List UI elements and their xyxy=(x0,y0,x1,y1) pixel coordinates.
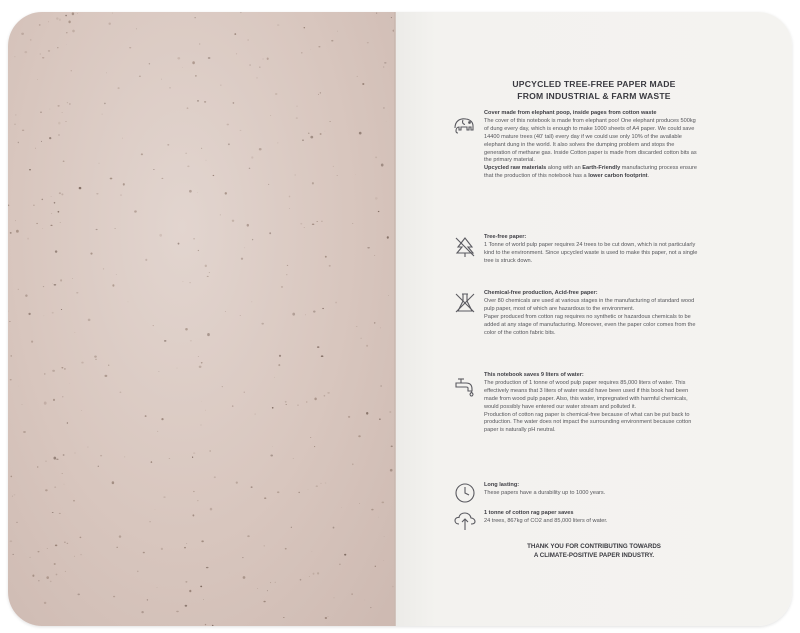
page-title xyxy=(494,78,694,102)
section-elephant-heading: Cover made from elephant poop, inside pages from cotton waste xyxy=(484,110,657,116)
elephant-paper-cover xyxy=(8,12,396,626)
closing-line-1: THANK YOU FOR CONTRIBUTING TOWARDS xyxy=(527,543,661,550)
manufacturing-text: manufacturing process ensure that the production of this notebook has a xyxy=(484,165,697,180)
water-tap-icon xyxy=(452,374,478,400)
upcycled-raw-materials-label: Upcycled raw materials xyxy=(484,165,547,172)
section-savings-heading: 1 tonne of cotton rag paper saves xyxy=(484,510,574,516)
section-tree-free-heading: Tree-free paper: xyxy=(484,234,527,240)
section-chemical-free-body-2: Paper produced from cotton rag requires no synthetic or hazardous chemicals to be added at any stage of manufacturing. Moreover, even the paper color comes from the color of the cotton fabric bits. xyxy=(484,313,696,336)
section-elephant-body: The cover of this notebook is made from elephant poo! One elephant produces 500kg of dung every day, which is enough to make 1000 sheets of A4 paper. We could save 14400 mature trees (40' tall) every day if we could use only 10% of the available elephant dung in the world. It also solves the dumping problem and stops the generation of methane gas. Inside Cotton paper is made from discarded cotton bits as the primary material. xyxy=(484,117,697,164)
tree-cloud-icon xyxy=(452,508,478,534)
cover-texture-speckles xyxy=(8,12,396,626)
elephant-icon xyxy=(452,112,478,138)
closing-message xyxy=(494,542,694,560)
page-title-line-2: FROM INDUSTRIAL & FARM WASTE xyxy=(517,91,671,101)
no-chemical-flask-icon xyxy=(452,290,478,316)
closing-line-2: A CLIMATE-POSITIVE PAPER INDUSTRY. xyxy=(533,552,655,559)
section-water-body-2: Production of cotton rag paper is chemical-free because of what can be put back to production. The water does not impact the surrounding environment because cotton paper is naturally pH neutral. xyxy=(484,411,692,434)
no-tree-icon xyxy=(452,234,478,260)
section-long-lasting-body: These papers have a durability up to 1000 years. xyxy=(484,489,606,496)
section-water-body: The production of 1 tonne of wood pulp paper requires 85,000 liters of water. This effectively means that 3 liters of water would have been used if this book had been made from wood pulp paper. Also, this water, impregnated with harmful chemicals, would possibly have entered our water stream and polluted it. xyxy=(484,379,689,410)
section-tree-free-text xyxy=(484,234,700,266)
section-long-lasting-text xyxy=(484,482,700,498)
notebook xyxy=(8,12,792,626)
section-chemical-free-text xyxy=(484,290,700,337)
page-title-line-1: UPCYCLED TREE-FREE PAPER MADE xyxy=(512,79,676,89)
section-water-heading: This notebook saves 9 liters of water: xyxy=(484,372,584,378)
clock-icon xyxy=(452,480,478,506)
inner-page xyxy=(396,12,792,626)
section-chemical-free-body: Over 80 chemicals are used at various stages in the manufacturing of standard wood pulp paper, most of which are hazardous to the environment. xyxy=(484,297,695,312)
section-elephant-text xyxy=(484,110,700,181)
along-with-text: along with an xyxy=(546,165,583,172)
section-savings-text xyxy=(484,510,700,526)
section-long-lasting-heading: Long lasting: xyxy=(484,482,520,488)
earth-friendly-label: Earth-Friendly xyxy=(582,165,621,172)
section-chemical-free-heading: Chemical-free production, Acid-free paper: xyxy=(484,290,598,296)
lower-carbon-label: lower carbon footprint xyxy=(588,173,648,180)
period-text: . xyxy=(647,173,650,180)
section-tree-free-body: 1 Tonne of world pulp paper requires 24 trees to be cut down, which is not particularly kind to the environment. Since upcycled waste is used to make this paper, not a single tree is struck down. xyxy=(484,241,698,264)
section-water-text xyxy=(484,372,700,435)
section-savings-body: 24 trees, 867kg of CO2 and 85,000 liters of water. xyxy=(484,517,608,524)
